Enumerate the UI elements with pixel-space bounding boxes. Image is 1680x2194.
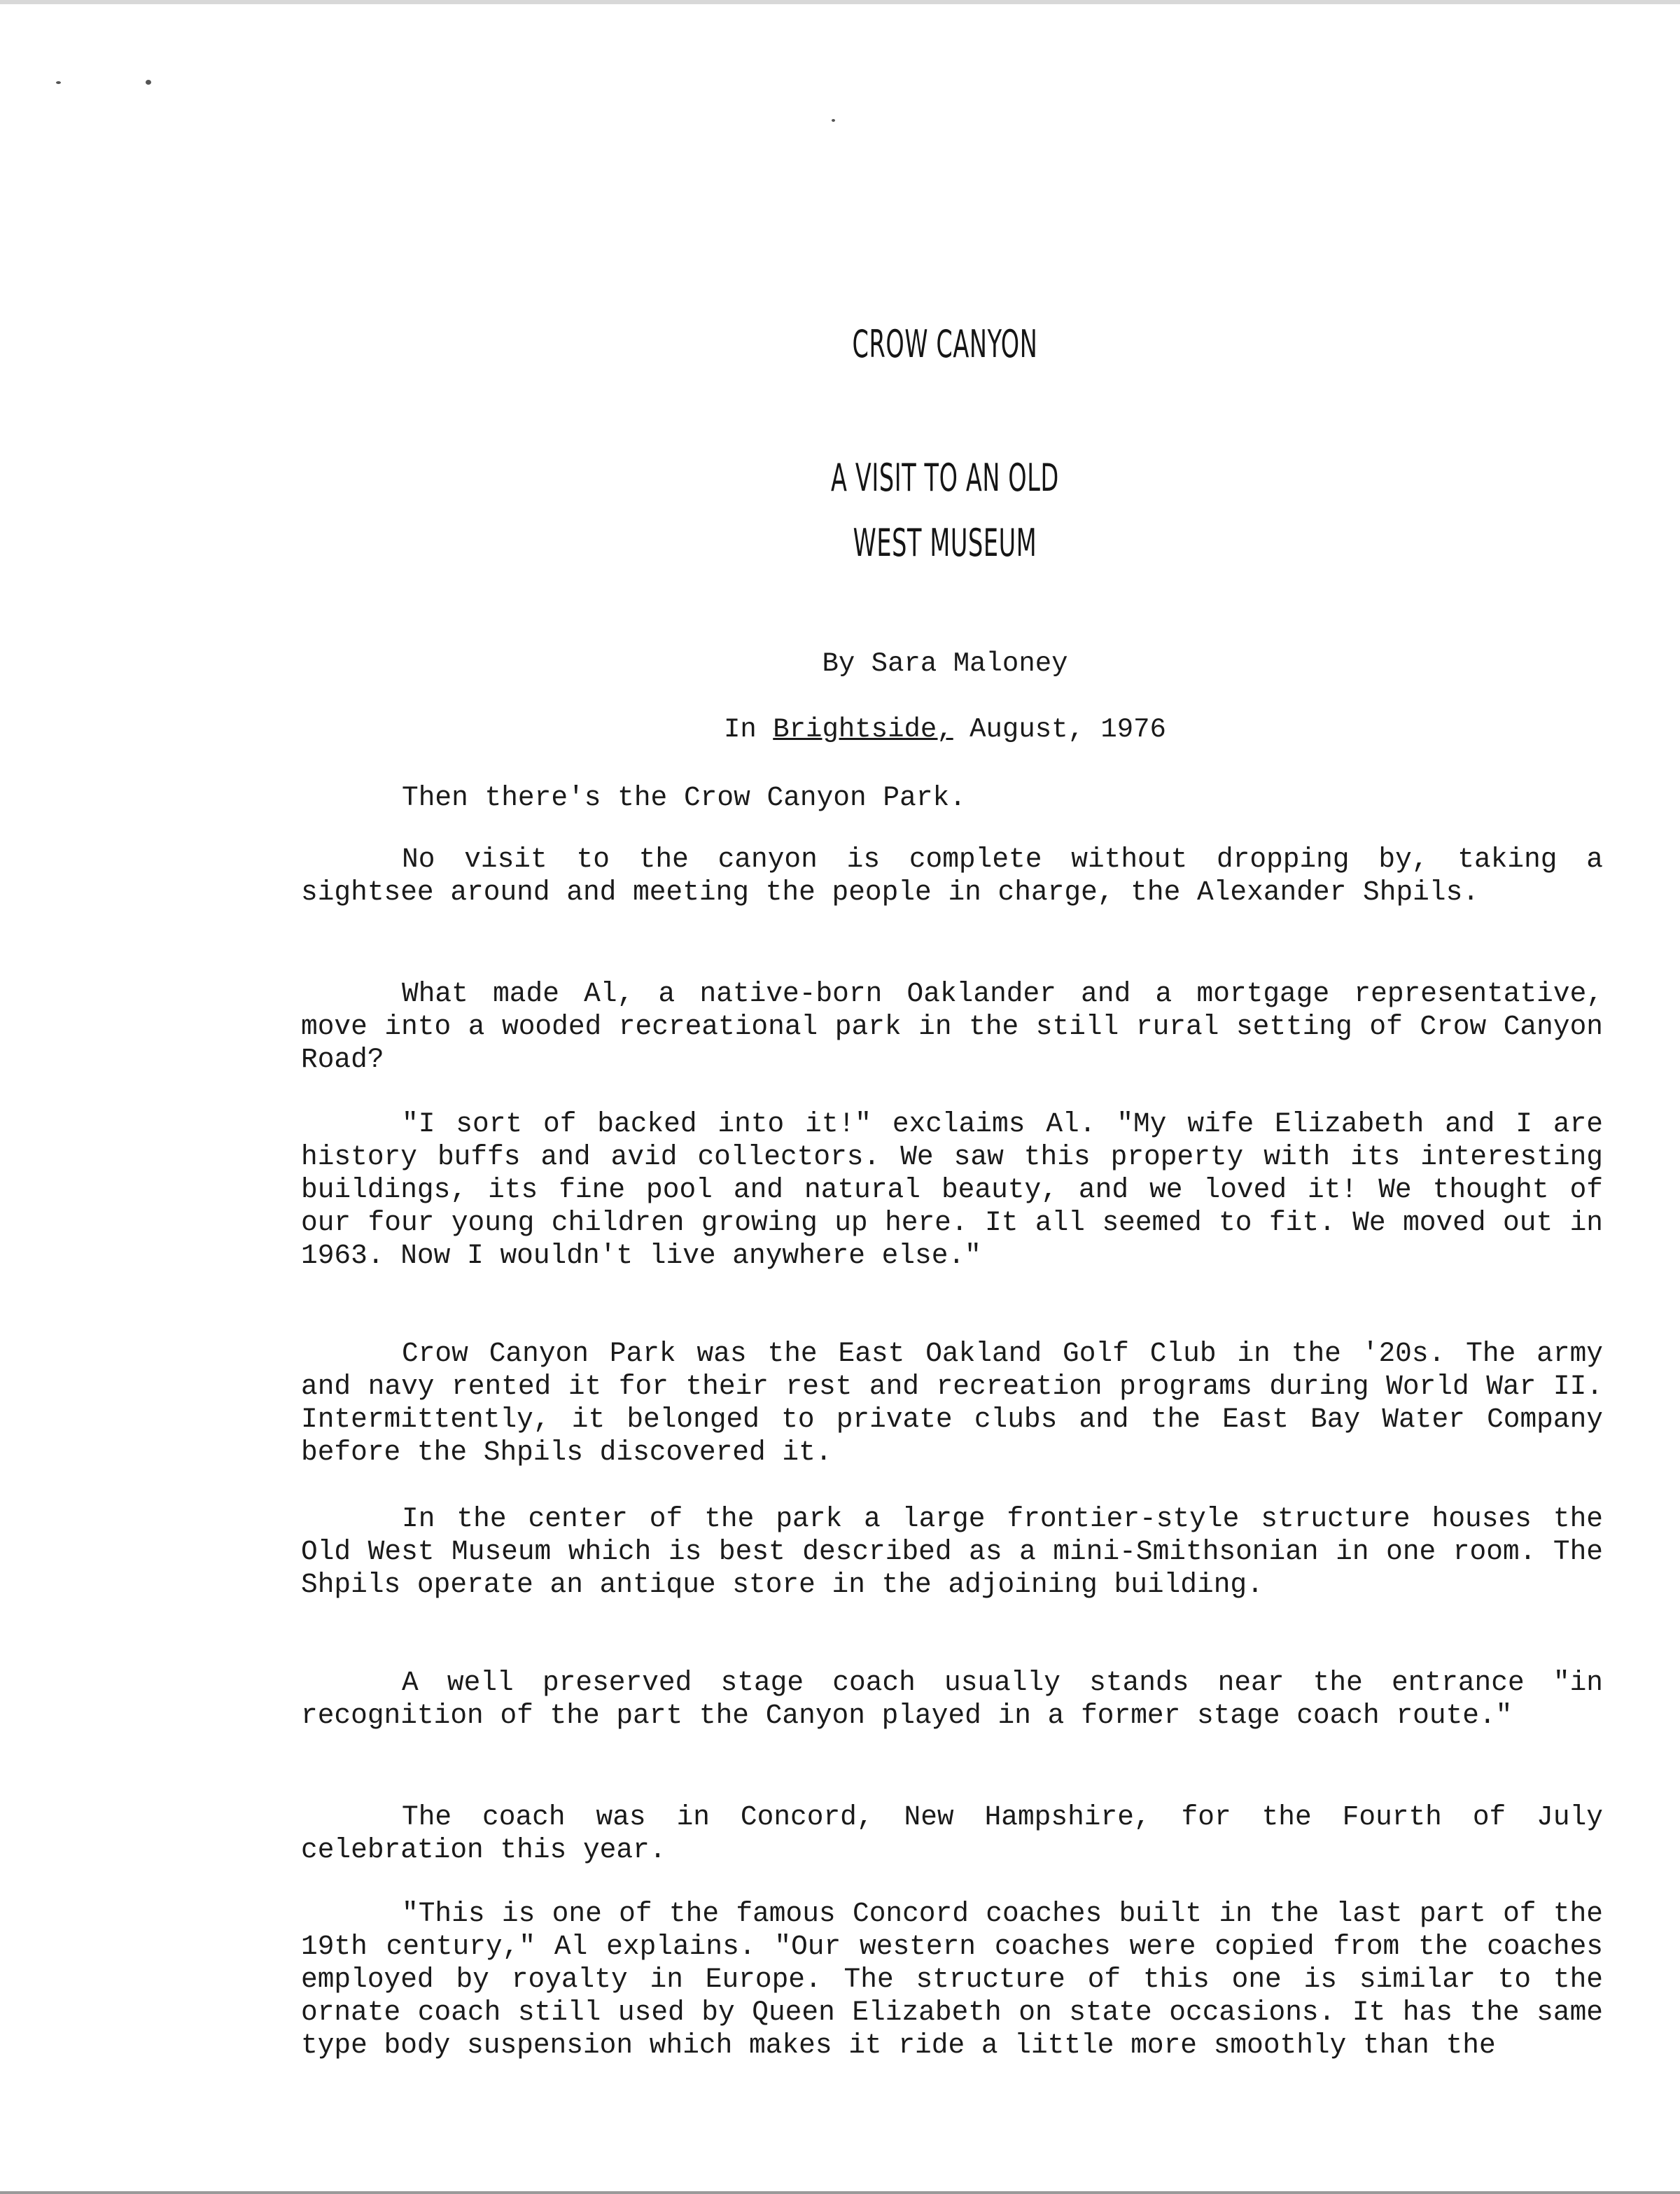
- source-publication: Brightside,: [773, 714, 953, 745]
- paragraph: "I sort of backed into it!" exclaims Al. "My wife Elizabeth and I are history buffs and avid collectors. We saw this property with its interesting buildings, its fine pool and natural beauty, and we loved it! We thought of our four young children growing up here. It all seemed to fit. We moved out in 1963. Now I wouldn't live anywhere else.": [301, 1108, 1603, 1271]
- scan-speck: [56, 81, 61, 84]
- paragraph: "This is one of the famous Concord coaches built in the last part of the 19th century," Al explains. "Our western coaches were copied from the coaches employed by royalty in Europe. The structure of this one is similar to the ornate coach still used by Queen Elizabeth on state occasions. It has the same type body suspension which makes it ride a little more smoothly than the: [301, 1898, 1603, 2061]
- source-line: [0, 713, 1680, 746]
- document-title: CROW CANYON: [852, 322, 1038, 366]
- scan-bottom-edge: [0, 2191, 1680, 2194]
- paragraph: The coach was in Concord, New Hampshire, for the Fourth of July celebration this year.: [301, 1801, 1603, 1866]
- document-subtitle-line1: A VISIT TO AN OLD: [831, 456, 1059, 500]
- paragraph: No visit to the canyon is complete without dropping by, taking a sightsee around and meeting the people in charge, the Alexander Shpils.: [301, 844, 1603, 908]
- author-byline: By Sara Maloney: [822, 648, 1068, 679]
- scan-speck: [832, 119, 835, 122]
- scan-top-edge: [0, 0, 1680, 4]
- source-date: August, 1976: [953, 714, 1166, 745]
- paragraph: What made Al, a native-born Oaklander and a mortgage representative, move into a wooded recreational park in the still rural setting of Crow Canyon Road?: [301, 978, 1603, 1075]
- paragraph: In the center of the park a large frontier-style structure houses the Old West Museum which is best described as a mini-Smithsonian in one room. The Shpils operate an antique store in the adjoining building.: [301, 1503, 1603, 1600]
- paragraph: Crow Canyon Park was the East Oakland Golf Club in the '20s. The army and navy rented it for their rest and recreation programs during World War II. Intermittently, it belonged to private clubs and the East Bay Water Company before the Shpils discovered it.: [301, 1338, 1603, 1468]
- source-prefix: In: [724, 714, 774, 745]
- scan-speck: [146, 80, 151, 85]
- paragraph: A well preserved stage coach usually stands near the entrance "in recognition of the part the Canyon played in a former stage coach route.": [301, 1667, 1603, 1731]
- document-subtitle-line2: WEST MUSEUM: [853, 521, 1037, 565]
- paragraph: Then there's the Crow Canyon Park.: [402, 782, 966, 813]
